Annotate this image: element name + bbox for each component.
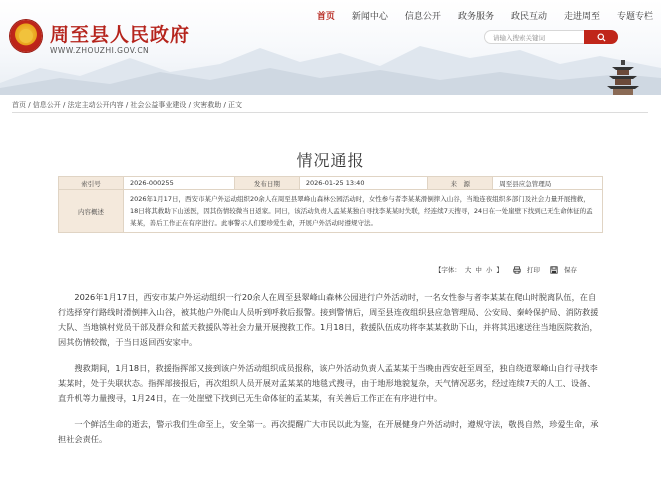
source-value: 周至县应急管理局 bbox=[493, 177, 603, 190]
meta-row bbox=[59, 177, 603, 190]
national-emblem-icon bbox=[10, 20, 42, 52]
font-size-label-end: 】 bbox=[496, 266, 503, 274]
document-meta-table bbox=[58, 176, 603, 233]
article-paragraph: 一个鲜活生命的逝去，警示我们生命至上，安全第一。再次提醒广大市民以此为鉴，在开展健身户外活动时，遵规守法，敬畏自然，珍爱生命，承担社会责任。 bbox=[58, 419, 599, 444]
nav-home[interactable]: 首页 bbox=[316, 12, 335, 22]
site-url: WWW.ZHOUZHI.GOV.CN bbox=[50, 46, 150, 55]
source-label: 来 源 bbox=[428, 177, 493, 190]
font-large-link[interactable]: 大 bbox=[464, 266, 472, 274]
summary-value: 2026年1月17日，西安市某户外运动组织20余人在周至县翠峰山森林公园活动时，女性参与者李某某滑倒摔入山谷，当地连夜组织多部门及社会力量开展搜救，18日将其救助下山送医，因其伤情较微当日返家。同日，该活动负责人孟某某独自寻找李某某时失联，经连续7天搜寻，24日在一处崖壁下找到已无生命体征的孟某某，善后工作正在有序进行。此事警示人们要珍爱生命，开展户外活动时遵规守法。 bbox=[124, 190, 603, 233]
nav-info-public[interactable]: 信息公开 bbox=[404, 12, 441, 22]
font-size-label: 【字体： bbox=[434, 266, 461, 274]
breadcrumb[interactable]: 首页 / 信息公开 / 法定主动公开内容 / 社会公益事业建设 / 灾害救助 / 正文 bbox=[12, 101, 243, 109]
date-value: 2026-01-25 13:40 bbox=[299, 177, 427, 190]
font-medium-link[interactable]: 中 bbox=[475, 266, 482, 274]
search-button[interactable] bbox=[584, 30, 618, 44]
save-button[interactable] bbox=[550, 265, 577, 274]
print-label: 打印 bbox=[526, 266, 540, 274]
summary-row bbox=[59, 190, 603, 233]
pagoda-icon bbox=[606, 58, 640, 95]
font-small-link[interactable]: 小 bbox=[485, 266, 493, 274]
main-nav bbox=[300, 9, 653, 22]
index-label: 索引号 bbox=[59, 177, 124, 190]
summary-label: 内容概述 bbox=[59, 190, 124, 233]
nav-about[interactable]: 走进周至 bbox=[563, 12, 600, 22]
nav-news[interactable]: 新闻中心 bbox=[351, 12, 388, 22]
print-icon bbox=[513, 266, 521, 274]
site-title: 周至县人民政府 bbox=[50, 24, 191, 46]
article-paragraph: 搜救期间，1月18日，救援指挥部又接到该户外活动组织成员报称，该户外活动负责人孟某某于当晚由西安赶至周至，独自绕道翠峰山自行寻找李某某时，处于失联状态。指挥部接报后，再次组织人员开展对孟某某的地毯式搜寻，由于地形地貌复杂，天气情况恶劣，经过连续7天的人工、设备、直升机等力量搜寻，1月24日，在一处崖壁下找到已无生命体征的孟某某，有关善后工作正在有序进行中。 bbox=[58, 363, 598, 403]
search-input[interactable]: 请输入搜索关键词 bbox=[484, 30, 618, 44]
divider bbox=[12, 112, 648, 113]
save-icon bbox=[550, 266, 558, 274]
nav-gov-services[interactable]: 政务服务 bbox=[457, 12, 494, 22]
nav-interaction[interactable]: 政民互动 bbox=[510, 12, 547, 22]
date-label: 发布日期 bbox=[234, 177, 299, 190]
article-tools bbox=[431, 265, 577, 274]
article-body bbox=[58, 290, 603, 458]
search-icon bbox=[597, 33, 606, 42]
article-paragraph: 2026年1月17日，西安市某户外运动组织一行20余人在周至县翠峰山森林公园进行户外活动时，一名女性参与者李某某在爬山时脱离队伍，在自行选择穿行路线时滑倒摔入山谷，被其他户外爬山人员听到呼救后报警。接到警情后，周至县连夜组织县应急管理局、公安局、秦岭保护局、消防救援大队、当地镇村党员干部及群众和蓝天救援队等社会力量开展搜救工作。1月18日，救援队伍成功将李某某救助下山，并将其迅速送往当地医院救治，因其伤情较微，于当日返回西安家中。 bbox=[58, 292, 599, 347]
index-value: 2026-000255 bbox=[124, 177, 235, 190]
site-header bbox=[0, 0, 661, 95]
nav-topics[interactable]: 专题专栏 bbox=[616, 12, 653, 22]
page-title: 情况通报 bbox=[296, 151, 365, 170]
print-button[interactable] bbox=[513, 265, 540, 274]
save-label: 保存 bbox=[564, 266, 577, 274]
